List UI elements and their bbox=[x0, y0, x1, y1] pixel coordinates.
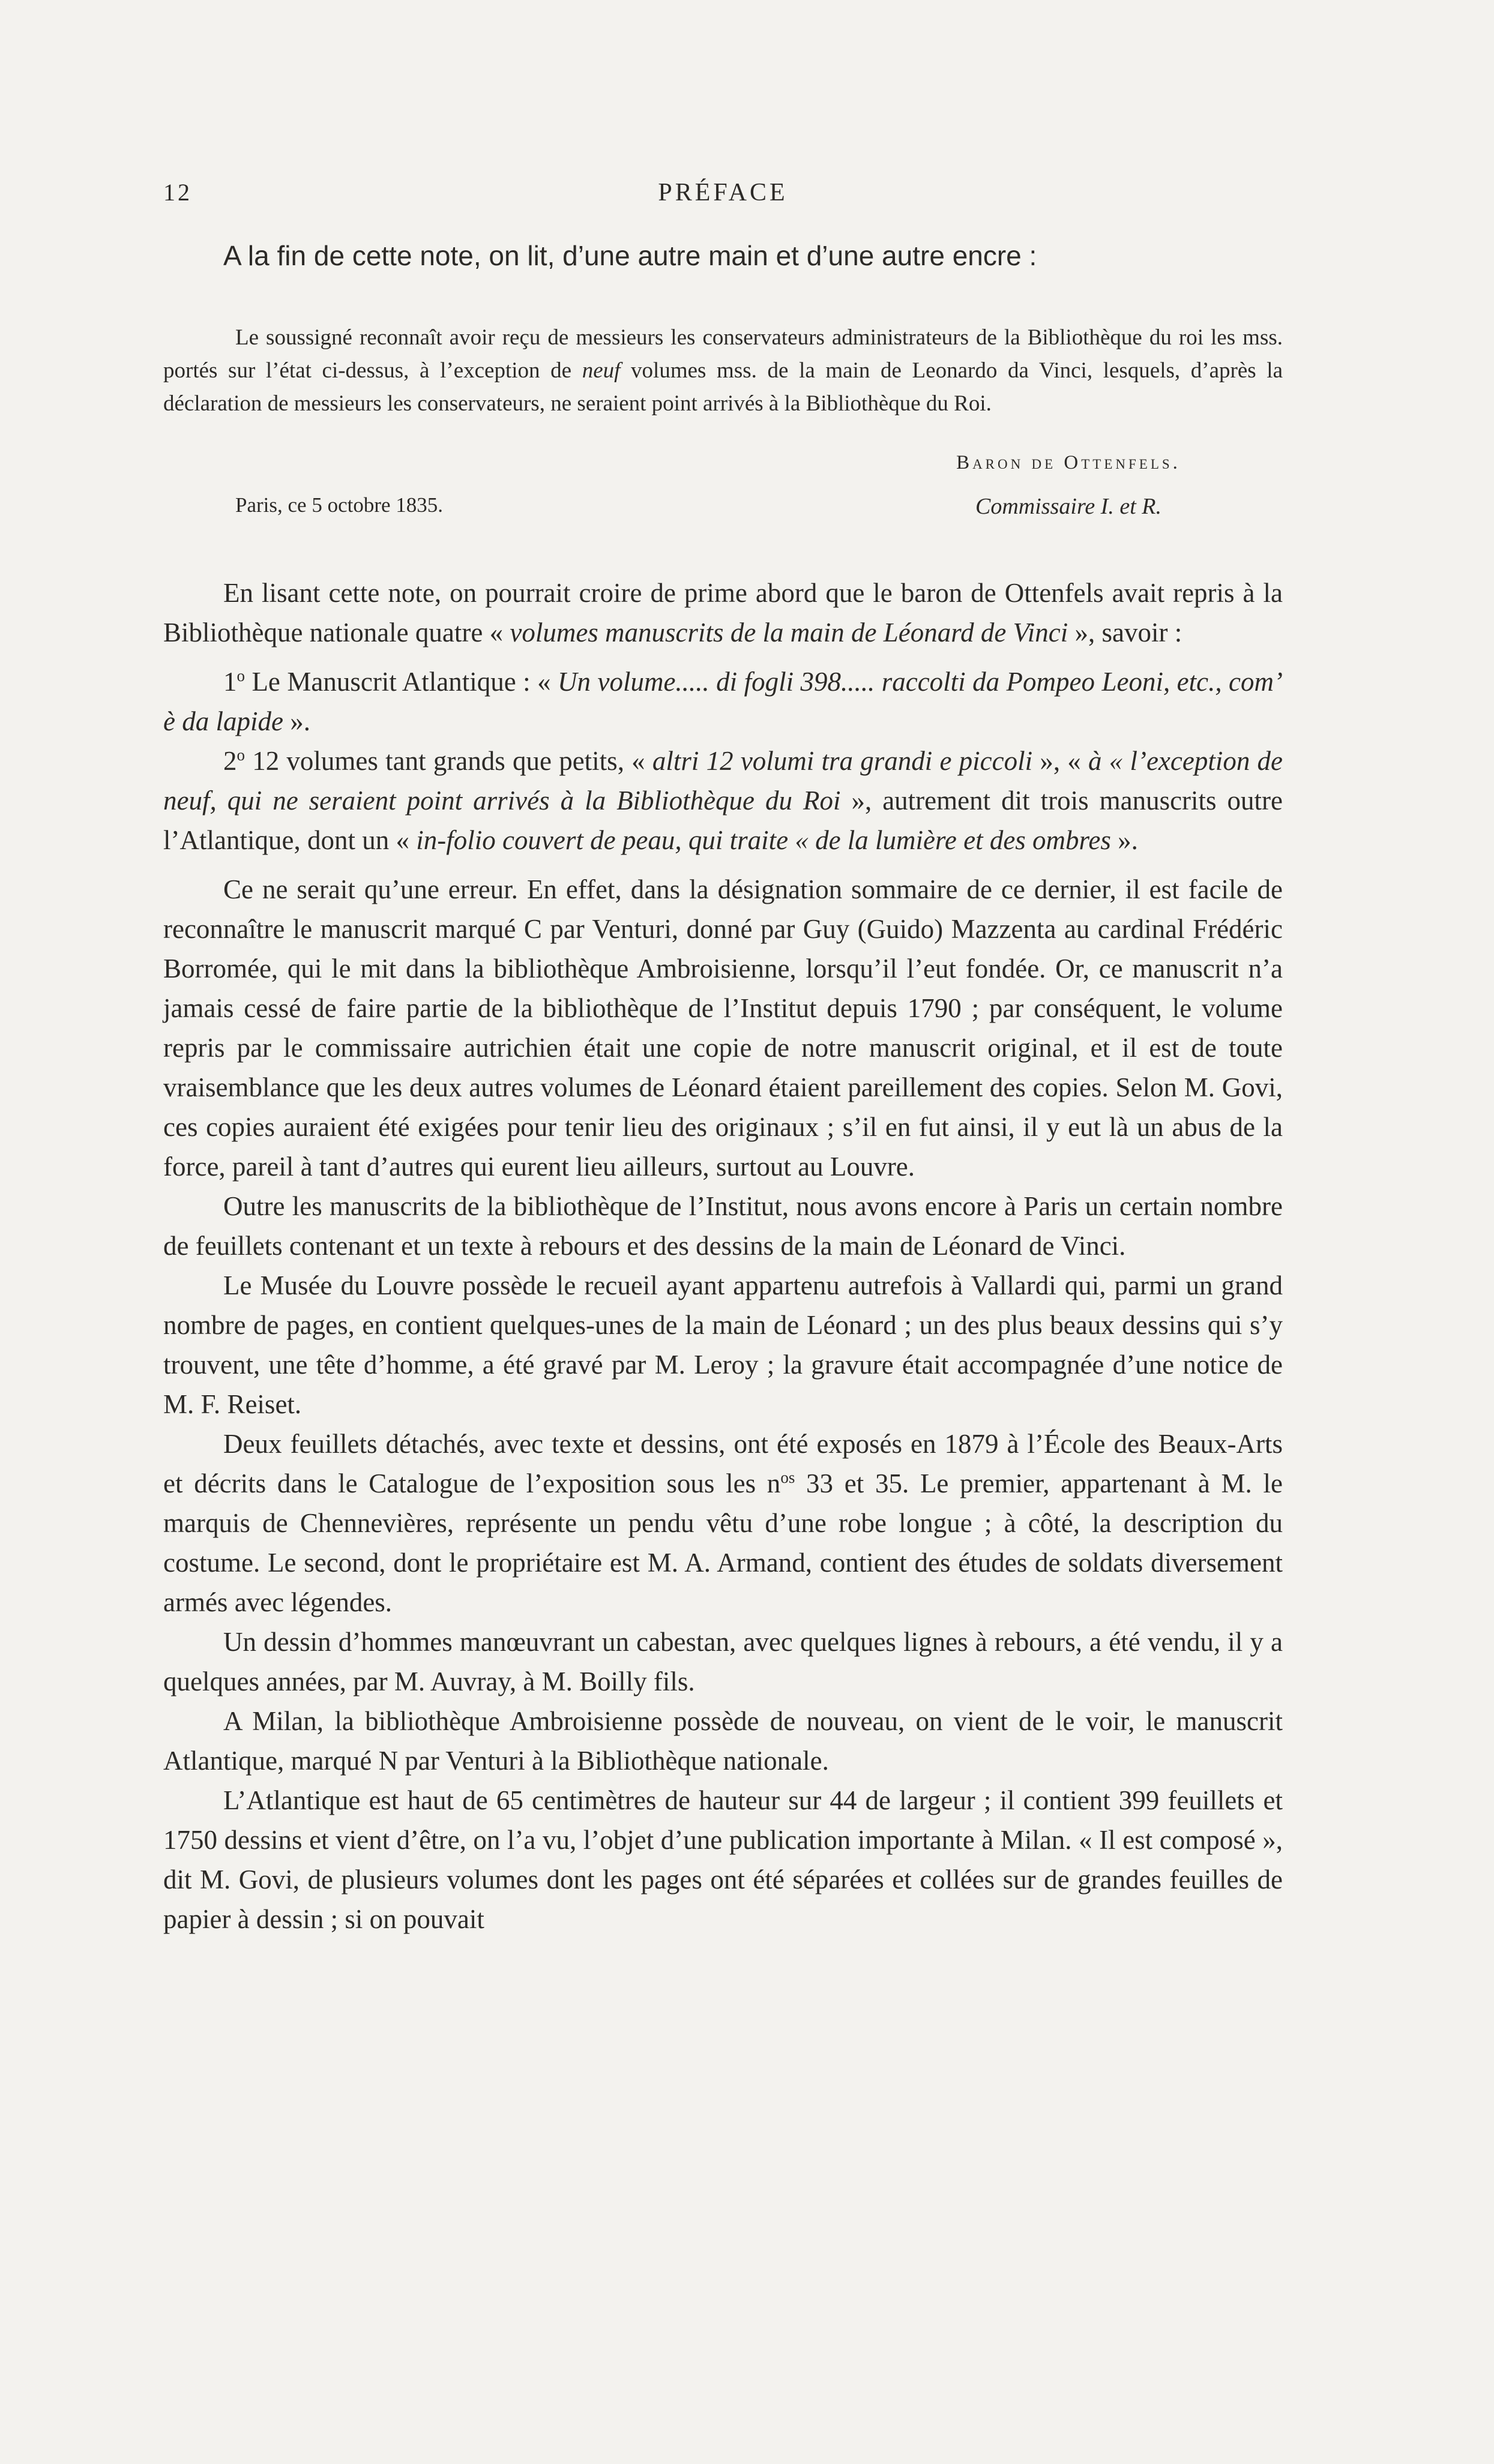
quoted-note-text bbox=[163, 321, 1283, 420]
p1-text: En lisant cette note, on pourrait croire de prime abord que le baron de Ottenfels avait repris à la Bibliothèque nationale quatre « bbox=[163, 578, 1283, 648]
p2-sup: o bbox=[236, 667, 245, 685]
quote-text-italic: neuf bbox=[582, 358, 621, 383]
p2-number: 1 bbox=[223, 667, 237, 697]
p3-italic-f: in-folio couvert de peau, qui traite « de la lumière et des ombres bbox=[416, 825, 1111, 855]
intro-line: A la fin de cette note, on lit, d’une autre main et d’une autre encre : bbox=[223, 240, 1037, 271]
signature-name: Baron de Ottenfels. bbox=[956, 452, 1181, 473]
p3-sup: o bbox=[236, 746, 245, 764]
paragraph-5: Outre les manuscrits de la bibliothèque de l’Institut, nous avons encore à Paris un certain nombre de feuillets contenant et un texte à rebours et des dessins de la main de Léonard de Vinci. bbox=[163, 1191, 1283, 1261]
paragraph-4: Ce ne serait qu’une erreur. En effet, dans la désignation sommaire de ce dernier, il est facile de reconnaître le manuscrit marqué C par Venturi, donné par Guy (Guido) Mazzenta au cardinal Frédéric Borromée, qui le mit dans la bibliothèque Ambroisienne, lorsqu’il l’eut fondée. Or, ce manuscrit n’a jamais cessé de faire partie de la bibliothèque de l’Institut depuis 1790 ; par conséquent, le volume repris par le commissaire autrichien était une copie de notre manuscrit original, et il est de toute vraisemblance que les deux autres volumes de Léonard étaient pareillement des copies. Selon M. Govi, ces copies auraient été exigées pour tenir lieu des originaux ; s’il en fut ainsi, il y eut là un abus de la force, pareil à tant d’autres qui eurent lieu ailleurs, surtout au Louvre. bbox=[163, 874, 1283, 1182]
signature-title: Commissaire I. et R. bbox=[975, 494, 1161, 519]
paragraph-1 bbox=[163, 573, 1283, 652]
p7-text-a: Deux feuillets détachés, avec texte et dessins, ont été exposés en 1879 à l’École des Beaux-Arts et décrits dans le Catalogue de l’exposition sous les n bbox=[163, 1429, 1283, 1498]
paragraph-7 bbox=[163, 1424, 1283, 1622]
p1-italic: volumes manuscrits de la main de Léonard de Vinci bbox=[510, 618, 1068, 648]
p3-text-e: », autrement dit trois manuscrits outre l’Atlantique, dont un « bbox=[163, 786, 1283, 855]
paragraph-2 bbox=[163, 662, 1283, 741]
paragraph-9: A Milan, la bibliothèque Ambroisienne possède de nouveau, on vient de le voir, le manuscrit Atlantique, marqué N par Venturi à la Bibliothèque nationale. bbox=[163, 1706, 1283, 1776]
quote-text-before: Le soussigné reconnaît avoir reçu de messieurs les conservateurs administrateurs de la Bibliothèque du roi les mss. portés sur l’état ci-dessus, à l’exception de bbox=[163, 325, 1283, 383]
p1-text-end: », savoir : bbox=[1068, 618, 1182, 648]
quoted-note bbox=[163, 321, 1283, 420]
p3-number: 2 bbox=[223, 746, 237, 776]
p2-text: Le Manuscrit Atlantique : « bbox=[245, 667, 558, 697]
p2-text-end: ». bbox=[283, 706, 310, 736]
paragraph-10: L’Atlantique est haut de 65 centimètres de hauteur sur 44 de largeur ; il contient 399 feuillets et 1750 dessins et vient d’être, on l’a vu, l’objet d’une publication importante à Milan. « Il est composé », dit M. Govi, de plusieurs volumes dont les pages ont été séparées et collées sur de grandes feuilles de papier à dessin ; si on pouvait bbox=[163, 1785, 1283, 1934]
paragraph-3 bbox=[163, 741, 1283, 860]
p3-text-c: », « bbox=[1032, 746, 1089, 776]
page-header bbox=[163, 178, 1283, 208]
body-text bbox=[163, 573, 1283, 1939]
quote-text-after: volumes mss. de la main de Leonardo da Vinci, lesquels, d’après la déclaration de messieurs les conservateurs, ne seraient point arrivés à la Bibliothèque du Roi. bbox=[163, 358, 1283, 416]
p7-sup: os bbox=[780, 1468, 795, 1486]
p3-text-g: ». bbox=[1110, 825, 1138, 855]
page-number: 12 bbox=[163, 179, 192, 206]
p3-text-a: 12 volumes tant grands que petits, « bbox=[245, 746, 652, 776]
p3-italic-d: à « l’exception de neuf, qui ne seraient point arrivés à la Bibliothèque du Roi bbox=[163, 746, 1283, 816]
place-date: Paris, ce 5 octobre 1835. bbox=[235, 493, 444, 517]
p2-italic: Un volume..... di fogli 398..... raccolti da Pompeo Leoni, etc., com’ è da lapide bbox=[163, 667, 1283, 736]
p3-italic-b: altri 12 volumi tra grandi e piccoli bbox=[652, 746, 1033, 776]
paragraph-6: Le Musée du Louvre possède le recueil ayant appartenu autrefois à Vallardi qui, parmi un grand nombre de pages, en contient quelques-unes de la main de Léonard ; un des plus beaux dessins qui s’y trouvent, une tête d’homme, a été gravé par M. Leroy ; la gravure était accompagnée d’une notice de M. F. Reiset. bbox=[163, 1270, 1283, 1419]
running-title: PRÉFACE bbox=[658, 179, 788, 206]
paragraph-8: Un dessin d’hommes manœuvrant un cabestan, avec quelques lignes à rebours, a été vendu, il y a quelques années, par M. Auvray, à M. Boilly fils. bbox=[163, 1627, 1283, 1696]
p7-text-b: 33 et 35. Le premier, appartenant à M. le marquis de Chennevières, représente un pendu vêtu d’une robe longue ; à côté, la description du costume. Le second, dont le propriétaire est M. A. Armand, contient des études de soldats diversement armés avec légendes. bbox=[163, 1468, 1283, 1617]
